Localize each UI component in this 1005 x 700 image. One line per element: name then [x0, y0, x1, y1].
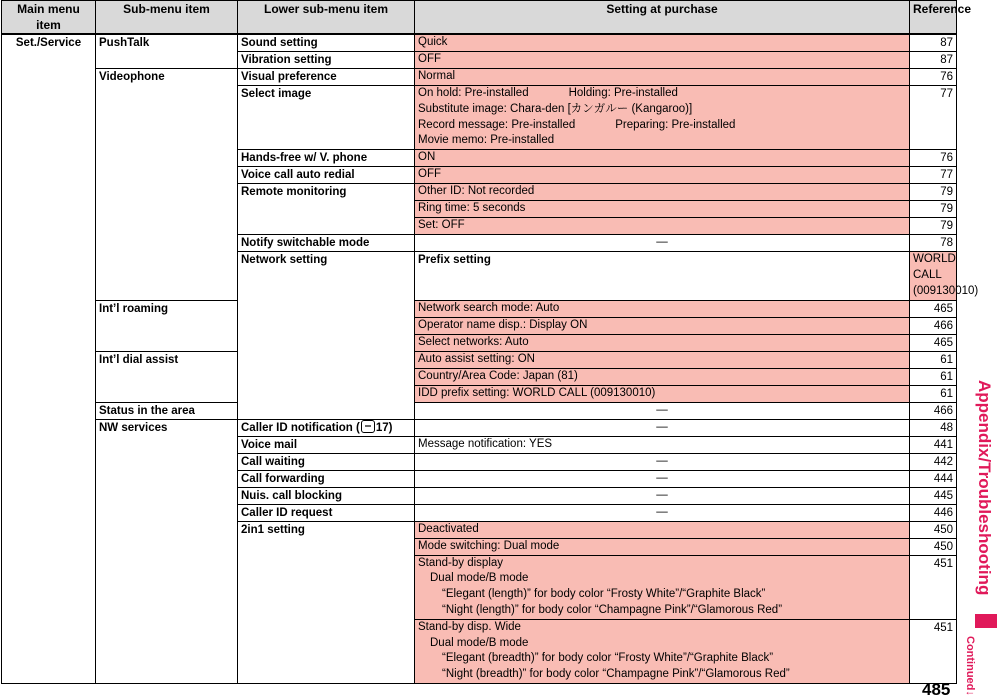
setting-line: Substitute image: Chara-den [カンガルー (Kangaroo)] [418, 102, 693, 115]
lower-sub-menu-item [238, 419, 415, 436]
reference-page: 76 [910, 150, 957, 167]
reference-page: 441 [910, 436, 957, 453]
reference-page: 48 [910, 419, 957, 436]
lower-sub-menu-item: Vibration setting [238, 52, 415, 69]
setting-line: Preparing: Pre-installed [615, 118, 736, 131]
header-main: Main menu item [2, 1, 96, 35]
lower-sub-menu-item: Call forwarding [238, 470, 415, 487]
lower-sub-menu-item: Call waiting [238, 453, 415, 470]
table-row [2, 69, 957, 86]
reference-page: 451 [910, 619, 957, 683]
reference-page: 450 [910, 521, 957, 538]
reference-page: 465 [910, 300, 957, 317]
setting-value: Operator name disp.: Display ON [415, 317, 910, 334]
lower-sub-menu-item: Visual preference [238, 69, 415, 86]
lower-sub-menu-item: Status in the area [96, 402, 238, 419]
setting-line: Movie memo: Pre-installed [418, 134, 555, 147]
setting-value: Normal [415, 69, 910, 86]
setting-value: — [415, 487, 910, 504]
setting-line: “Elegant (breadth)” for body color “Frosty White”/“Graphite Black” [442, 652, 774, 665]
setting-line: Stand-by disp. Wide [418, 620, 521, 633]
setting-line: Record message: Pre-installed [418, 118, 576, 131]
setting-value: Deactivated [415, 521, 910, 538]
reference-page: 61 [910, 351, 957, 368]
setting-value [415, 86, 910, 150]
setting-value: — [415, 470, 910, 487]
reference-page: 61 [910, 385, 957, 402]
reference-page: 87 [910, 34, 957, 52]
lower-sub-menu-item: Int’l roaming [96, 300, 238, 351]
lower-sub-menu-item: Notify switchable mode [238, 235, 415, 252]
setting-value: WORLD CALL (009130010) [910, 252, 957, 300]
lower-sub-menu-item: Hands-free w/ V. phone [238, 150, 415, 167]
sub-menu-item: Network setting [238, 252, 415, 419]
setting-value: — [415, 453, 910, 470]
reference-page: 466 [910, 317, 957, 334]
setting-value [415, 619, 910, 683]
table-row [2, 300, 957, 317]
reference-page: 79 [910, 201, 957, 218]
reference-page: 78 [910, 235, 957, 252]
reference-page: 76 [910, 69, 957, 86]
setting-value: Network search mode: Auto [415, 300, 910, 317]
setting-line: “Night (breadth)” for body color “Champagne Pink”/“Glamorous Red” [442, 668, 790, 681]
section-marker-bar [975, 614, 997, 628]
header-sub: Sub-menu item [96, 1, 238, 35]
setting-line: Dual mode/B mode [430, 572, 529, 585]
sub-menu-item: NW services [96, 419, 238, 683]
reference-page: 77 [910, 167, 957, 184]
sub-menu-item: Videophone [96, 69, 238, 301]
setting-value: Ring time: 5 seconds [415, 201, 910, 218]
lower-sub-menu-item: Remote monitoring [238, 184, 415, 235]
lower-sub-menu-item: Voice mail [238, 436, 415, 453]
setting-value [415, 555, 910, 619]
reference-page: 465 [910, 334, 957, 351]
lower-sub-menu-item: Select image [238, 86, 415, 150]
header-row [2, 1, 957, 35]
setting-value: Country/Area Code: Japan (81) [415, 368, 910, 385]
reference-page: 79 [910, 184, 957, 201]
lower-sub-menu-item: Nuis. call blocking [238, 487, 415, 504]
page-number: 485 [922, 680, 951, 699]
setting-value: Message notification: YES [415, 436, 910, 453]
setting-line: Dual mode/B mode [430, 636, 529, 649]
lower-sub-menu-item: Voice call auto redial [238, 167, 415, 184]
lower-label-part: ) [388, 421, 393, 434]
setting-value: — [415, 419, 910, 436]
lower-sub-menu-item: Int’l dial assist [96, 351, 238, 402]
setting-value: OFF [415, 167, 910, 184]
lower-label-part: 17 [375, 421, 389, 434]
setting-value: OFF [415, 52, 910, 69]
setting-value: Set: OFF [415, 218, 910, 235]
main-menu-item: Set./Service [2, 34, 96, 683]
setting-line: Stand-by display [418, 556, 504, 569]
table-row [2, 419, 957, 436]
setting-value: — [415, 402, 910, 419]
menu-key-icon [361, 420, 375, 433]
reference-page: 446 [910, 504, 957, 521]
setting-value: ON [415, 150, 910, 167]
setting-line: On hold: Pre-installed [418, 87, 529, 99]
reference-page: 79 [910, 218, 957, 235]
reference-page: 445 [910, 487, 957, 504]
reference-page: 77 [910, 86, 957, 150]
header-reference: Reference [910, 1, 957, 35]
setting-value: IDD prefix setting: WORLD CALL (009130010) [415, 385, 910, 402]
table-row [2, 402, 957, 419]
continued-text: Continued↓ [964, 636, 976, 696]
reference-page: 87 [910, 52, 957, 69]
header-setting: Setting at purchase [415, 1, 910, 35]
setting-value: — [415, 235, 910, 252]
section-side-title [972, 380, 1002, 610]
lower-sub-menu-item: Sound setting [238, 34, 415, 52]
reference-page: 451 [910, 555, 957, 619]
lower-sub-menu-item: Prefix setting [415, 252, 910, 300]
side-title-text: Appendix/Troubleshooting [975, 380, 994, 596]
lower-sub-menu-item: Caller ID request [238, 504, 415, 521]
lower-sub-menu-item: 2in1 setting [238, 521, 415, 683]
setting-value: Select networks: Auto [415, 334, 910, 351]
reference-page: 450 [910, 538, 957, 555]
setting-value: — [415, 504, 910, 521]
setting-value: Other ID: Not recorded [415, 184, 910, 201]
setting-line: “Elegant (length)” for body color “Frosty White”/“Graphite Black” [442, 588, 766, 601]
table-row [2, 34, 957, 52]
continued-note [960, 636, 980, 696]
reference-page: 61 [910, 368, 957, 385]
reference-page: 466 [910, 402, 957, 419]
reference-page: 442 [910, 453, 957, 470]
header-lower: Lower sub-menu item [238, 1, 415, 35]
setting-value: Auto assist setting: ON [415, 351, 910, 368]
table-row [2, 351, 957, 368]
setting-line: “Night (length)” for body color “Champagne Pink”/“Glamorous Red” [442, 603, 783, 616]
setting-line: Holding: Pre-installed [568, 87, 678, 99]
sub-menu-item: PushTalk [96, 34, 238, 69]
setting-value: Quick [415, 34, 910, 52]
reference-page: 444 [910, 470, 957, 487]
setting-value: Mode switching: Dual mode [415, 538, 910, 555]
lower-label-part: Caller ID notification ( [241, 421, 360, 434]
